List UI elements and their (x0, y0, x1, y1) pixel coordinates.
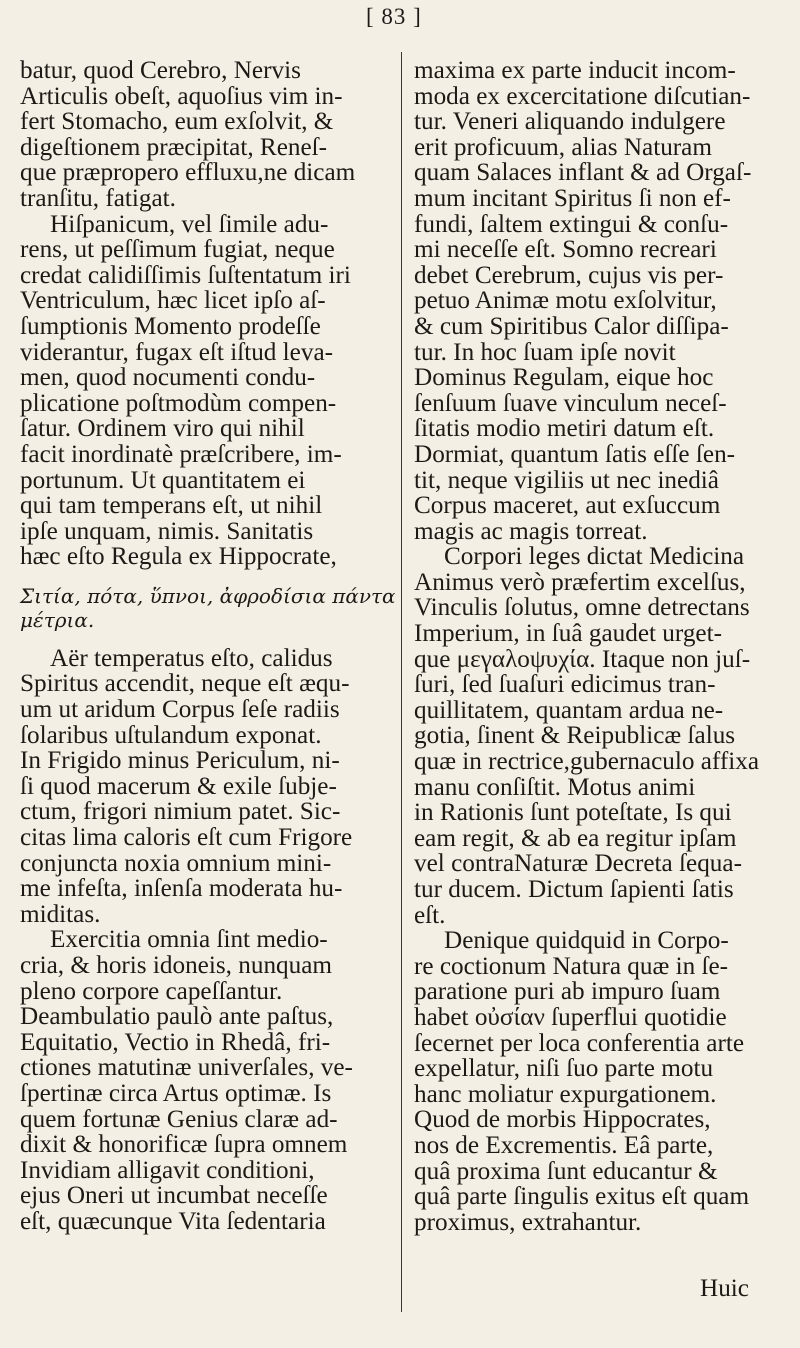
text-line: tur. Veneri aliquando indulgere (414, 108, 726, 136)
text-line: credat calidiſſimis ſuſtentatum iri (20, 261, 351, 289)
text-line: quam Salaces inflant & ad Orgaſ- (414, 159, 752, 187)
text-line: moda ex excercitatione diſcutian- (414, 82, 751, 110)
text-line: ſenſuum ſuave vinculum neceſ- (414, 389, 727, 417)
text-line: tit, neque vigiliis ut nec inediâ (414, 466, 719, 494)
text-line: in Rationis ſunt poteſtate, Is qui (414, 799, 732, 827)
text-line: ſuri, ſed ſuaſuri edicimus tran- (414, 671, 716, 699)
text-line: nos de Excrementis. Eâ parte, (414, 1131, 714, 1159)
text-line: pleno corpore capeſſantur. (20, 977, 283, 1005)
text-line: viderantur, fugax eſt iſtud leva- (20, 338, 334, 366)
text-line: Corpori leges dictat Medicina (444, 543, 745, 571)
text-line: ejus Oneri ut incumbat neceſſe (20, 1182, 328, 1210)
text-line: quem fortunæ Genius claræ ad- (20, 1105, 338, 1133)
text-line: ipſe unquam, nimis. Sanitatis (20, 517, 314, 545)
text-line: um ut aridum Corpus ſeſe radiis (20, 696, 340, 724)
text-line: Denique quidquid in Corpo- (444, 927, 729, 955)
left-column (20, 58, 398, 1235)
text-line: quâ parte ſingulis exitus eſt quam (414, 1183, 750, 1211)
text-line: ſi quod macerum & exile ſubje- (20, 772, 337, 800)
text-line: Articulis obeſt, aquoſius vim in- (20, 82, 343, 110)
text-line: rens, ut peſſimum fugiat, neque (20, 236, 335, 264)
text-line: Dominus Regulam, eique hoc (414, 364, 714, 392)
text-line: ſumptionis Momento prodeſſe (20, 312, 321, 340)
text-line: Invidiam alligavit conditioni, (20, 1156, 315, 1184)
text-line: re coctionum Natura quæ in ſe- (414, 952, 729, 980)
text-line: proximus, extrahantur. (414, 1208, 642, 1236)
text-line: dixit & honorificæ ſupra omnem (20, 1131, 348, 1159)
page-header (0, 0, 800, 52)
text-line: fert Stomacho, eum exſolvit, & (20, 108, 334, 136)
text-line: Imperium, in ſuâ gaudet urget- (414, 620, 722, 648)
text-line: quâ proxima ſunt educantur & (414, 1157, 718, 1185)
text-line: tur ducem. Dictum ſapienti ſatis (414, 876, 734, 903)
text-line: conjuncta noxia omnium mini- (20, 849, 332, 877)
text-line: digeſtionem præcipitat, Reneſ- (20, 133, 328, 161)
text-line: ſolaribus uſtulandum exponat. (20, 721, 322, 749)
text-line: ſecernet per loca conferentia arte (414, 1029, 745, 1057)
text-line: portunum. Ut quantitatem ei (20, 466, 306, 494)
text-line: Dormiat, quantum ſatis eſſe ſen- (414, 440, 736, 468)
right-column (414, 58, 792, 1235)
text-line: In Frigido minus Periculum, ni- (20, 747, 340, 775)
text-line: maxima ex parte inducit incom- (414, 57, 736, 84)
text-line: Hiſpanicum, vel ſimile adu- (50, 210, 329, 238)
text-line: eſt. (414, 901, 446, 929)
text-line: qui tam temperans eſt, ut nihil (20, 492, 323, 520)
greek-quote-line: Σιτία, πότα, ὕπνοι, ἀφροδίσια πάντα (20, 583, 396, 608)
text-line: men, quod nocumenti condu- (20, 364, 316, 392)
text-line: citas lima caloris eſt cum Frigore (20, 824, 353, 852)
text-line: que præpropero effluxu,ne dicam (20, 159, 356, 187)
text-line: mi neceſſe eſt. Somno recreari (414, 236, 717, 264)
text-line: Spiritus accendit, neque eſt æqu- (20, 670, 350, 698)
text-line: Aër temperatus eſto, calidus (50, 644, 333, 672)
text-line: hæc eſto Regula ex Hippocrate, (20, 543, 337, 571)
text-line: Equitatio, Vectio in Rhedâ, fri- (20, 1028, 331, 1056)
text-line: quæ in rectrice,gubernaculo affixa (414, 748, 760, 776)
text-line: debet Cerebrum, cujus vis per- (414, 261, 724, 289)
text-line: Deambulatio paulò ante paſtus, (20, 1003, 334, 1031)
text-line: tur. In hoc ſuam ipſe novit (414, 338, 676, 366)
text-line: ſatur. Ordinem viro qui nihil (20, 415, 305, 443)
column-divider (401, 52, 402, 1312)
text-line: Animus verò præfertim excelſus, (414, 568, 746, 596)
catchword: Huic (700, 1275, 749, 1302)
text-line: Quod de morbis Hippocrates, (414, 1106, 711, 1134)
text-line: manu conſiſtit. Motus animi (414, 773, 696, 801)
text-line: hanc moliatur expurgationem. (414, 1080, 717, 1108)
text-line: magis ac magis torreat. (414, 517, 648, 545)
text-line: miditas. (20, 900, 101, 928)
text-line: & cum Spiritibus Calor diſſipa- (414, 312, 729, 340)
text-line: facit inordinatè præſcribere, im- (20, 440, 342, 468)
text-line: eſt, quæcunque Vita ſedentaria (20, 1207, 326, 1235)
text-line: habet οὐσίαν ſuperflui quotidie (414, 1003, 727, 1031)
text-line: vel contraNaturæ Decreta ſequa- (414, 850, 742, 878)
text-line: gotia, ſinent & Reipublicæ ſalus (414, 722, 736, 750)
text-line: mum incitant Spiritus ſi non ef- (414, 184, 731, 212)
text-line: expellatur, niſi ſuo parte motu (414, 1055, 714, 1083)
text-line: plicatione poſtmodùm compen- (20, 389, 337, 417)
text-line: fundi, ſaltem extingui & conſu- (414, 210, 729, 238)
text-line: ſitatis modio metiri datum eſt. (414, 415, 715, 443)
text-line: me infeſta, inſenſa moderata hu- (20, 875, 343, 903)
text-line: cria, & horis idoneis, nunquam (20, 952, 332, 979)
text-line: tranſitu, fatigat. (20, 184, 176, 212)
text-line: batur, quod Cerebro, Nervis (20, 57, 301, 84)
text-line: Ventriculum, hæc licet ipſo aſ- (20, 287, 326, 315)
text-line: ſpertinæ circa Artus optimæ. Is (20, 1079, 332, 1107)
text-line: ctum, frigori nimium patet. Sic- (20, 798, 341, 826)
page-number: [ 83 ] (366, 4, 422, 29)
text-line: paratione puri ab impuro ſuam (414, 978, 721, 1006)
text-line: que μεγαλοψυχία. Itaque non juſ- (414, 645, 751, 673)
text-line: erit proficuum, alias Naturam (414, 133, 712, 161)
text-line: petuo Animæ motu exſolvitur, (414, 287, 717, 315)
text-line: Vinculis ſolutus, omne detrectans (414, 594, 750, 622)
text-line: Corpus maceret, aut exſuccum (414, 492, 721, 520)
text-line: Exercitia omnia ſint medio- (50, 926, 328, 954)
text-line: quillitatem, quantam ardua ne- (414, 696, 724, 724)
text-line: eam regit, & ab ea regitur ipſam (414, 824, 737, 852)
text-line: ctiones matutinæ univerſales, ve- (20, 1054, 353, 1082)
greek-quote-line: μέτρια. (20, 607, 95, 632)
